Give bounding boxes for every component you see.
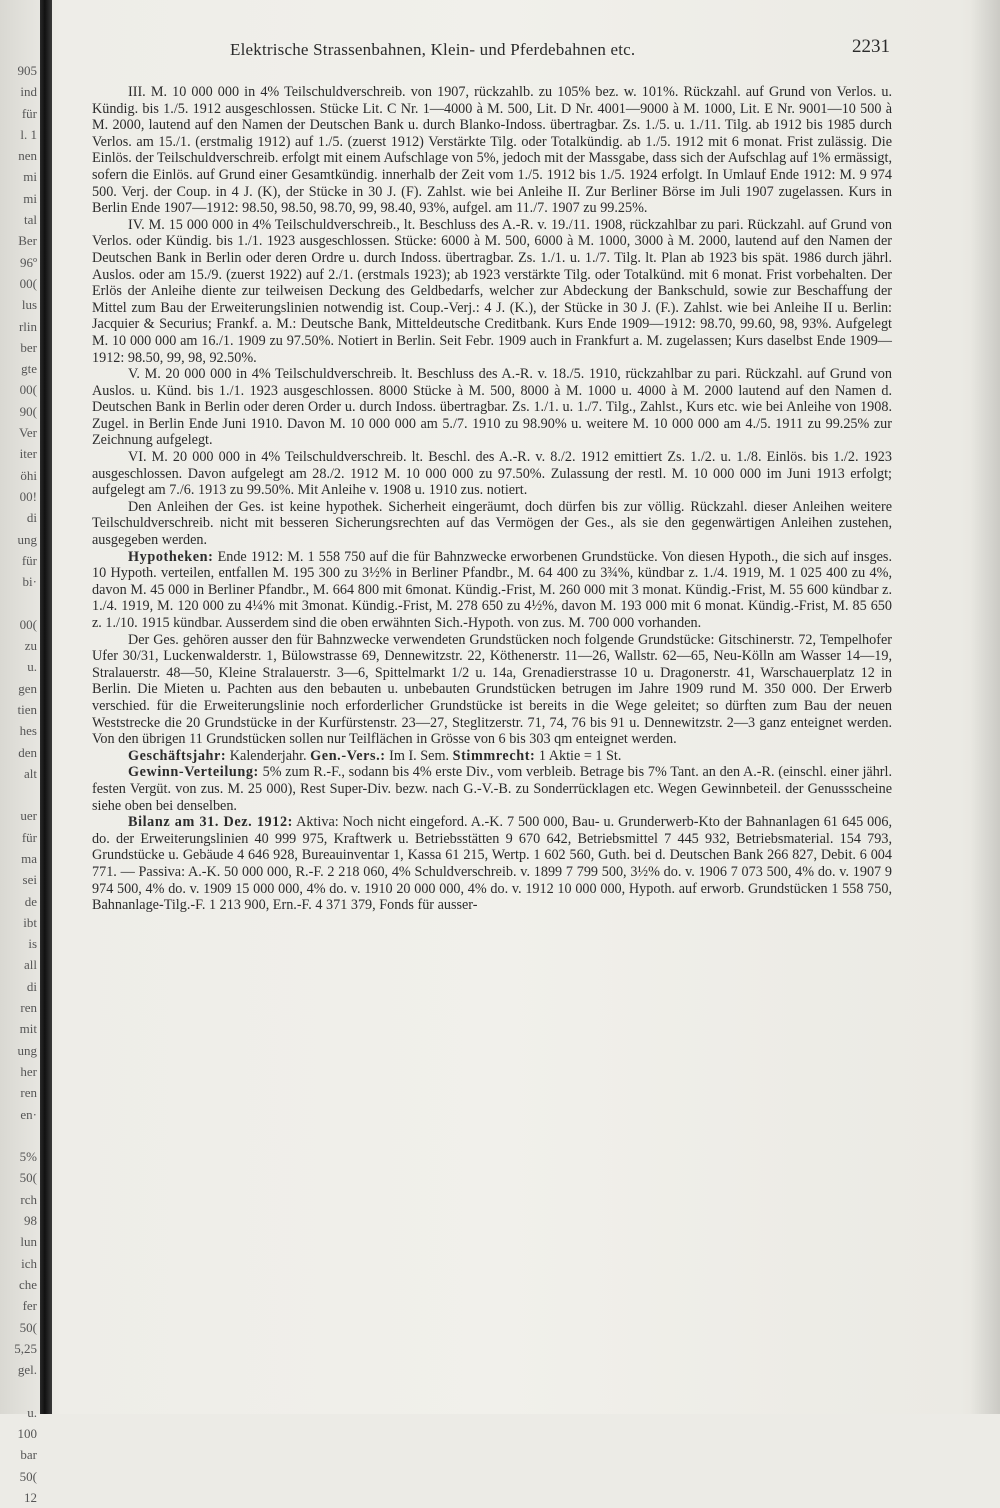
left-fragment-line: uer xyxy=(20,808,37,824)
running-header xyxy=(90,36,890,62)
paragraph-sicherheit: Den Anleihen der Ges. ist keine hypothek. Sicherheit eingeräumt, doch dürfen bis zur völlig. Rückzahl. dieser Anleihen weitere Teilschuldverschreib. nicht mit besseren Sicherungsrechten auf das Vermögen der Ges., als sie den gegenwärtigen Anleihen zustehen, ausgegeben werden. xyxy=(92,498,892,549)
bilanz-label: Bilanz am 31. Dez. 1912: xyxy=(128,814,293,831)
left-fragment-line: all xyxy=(24,957,37,973)
left-fragment-line: 12 xyxy=(24,1489,37,1505)
page-body xyxy=(92,84,892,1400)
left-fragment-line: 90( xyxy=(19,403,37,419)
left-fragment-line: sei xyxy=(22,872,37,888)
left-fragment-line: mi xyxy=(23,169,37,185)
left-fragment-line: tien xyxy=(17,701,37,717)
left-fragment-line: 96º xyxy=(19,254,37,270)
gewinn-verteilung-text: 5% zum R.-F., sodann bis 4% erste Div., vom verbleib. Betrage bis 7% Tant. an den A.-R. (einschl. einer jährl. festen Vergüt. von zus. M. 25 000), Rest Super-Div. bezw. nach G.-V.-B. zu Sonderrücklagen etc. Wegen Gewinnbeteil. der Genussscheine siehe oben bei denselben. xyxy=(92,764,892,814)
left-fragment-line: u. xyxy=(27,1404,37,1420)
left-fragment-line: 00! xyxy=(19,488,37,504)
paragraph-anleihe-v: V. M. 20 000 000 in 4% Teilschuldverschreib. lt. Beschluss des A.-R. v. 18./5. 1910, rückzahlbar zu pari. Rückzahl. auf Grund von Auslos. u. Künd. bis 1./1. 1923 ausgeschlossen. 8000 Stücke à M. 500, 8000 à M. 1000 u. 4000 à M. 2000 lautend auf den Namen d. Deutschen Bank in Berlin oder deren Order u. durch Indoss. übertragbar. Zs. 1./1. u. 1./7. Tilg., Zahlst., Kurs etc. wie bei Anleihe von 1908. Zugel. in Berlin Ende Juni 1910. Davon M. 10 000 000 am 5./7. 1910 zu 98.90% u. weitere M. 10 000 000 am 4./5. 1911 zu 99.25% zur Zeichnung aufgelegt. xyxy=(92,366,892,449)
left-fragment-line: 50( xyxy=(19,1319,37,1335)
left-fragment-line: her xyxy=(20,1063,37,1079)
left-fragment-line: u. xyxy=(27,659,37,675)
left-fragment-line: gte xyxy=(21,361,37,377)
left-fragment-line: ich xyxy=(21,1255,37,1271)
gen-vers-text: Im I. Sem. xyxy=(389,747,450,764)
left-fragment-line: rlin xyxy=(18,318,37,334)
left-fragment-line: rch xyxy=(20,1191,37,1207)
hypotheken-text: Ende 1912: M. 1 558 750 auf die für Bahnzwecke erworbenen Grundstücke. Von diesen Hypoth., die sich auf insges. 10 Hypoth. verteilen, entfallen M. 195 300 zu 3½% in Berliner Pfandbr., M. 64 400 zu 3¾%, kündbar z. 1./4. 1919, M. 1 025 400 zu 4%, davon M. 45 000 in Berliner Pfandbr., M. 664 800 mit 6monat. Kündig.-Frist, M. 260 000 mit 3 monat. Kündig.-Frist, M. 55 600 kündbar z. 1./4. 1919, M. 120 000 zu 4¼% mit 3monat. Kündig.-Frist, M. 278 650 zu 4½%, davon M. 193 000 mit 6 monat. Kündig.-Frist, M. 85 650 z. 1./10. 1915 kündbar. Ausserdem sind die oben erwähnten Sich.-Hypoth. von zus. M. 700 000 vorhanden. xyxy=(92,548,892,631)
left-fragment-line: di xyxy=(26,978,37,994)
left-fragment-line: 50( xyxy=(19,1170,37,1186)
left-fragment-line: Ver xyxy=(18,425,37,441)
left-fragment-line: fer xyxy=(22,1298,37,1314)
left-fragment-line: bi· xyxy=(22,574,37,590)
left-fragment-line: 5% xyxy=(19,1149,37,1165)
left-fragment-line: ren xyxy=(20,1085,37,1101)
left-fragment-line: 98 xyxy=(24,1213,37,1229)
left-fragment-line: l. 1 xyxy=(20,126,37,142)
geschaeftsjahr-label: Geschäftsjahr: xyxy=(128,747,227,764)
left-fragment-line: Ber xyxy=(18,233,37,249)
left-fragment-line: mi xyxy=(23,190,37,206)
left-fragment-line: alt xyxy=(24,765,37,781)
left-fragment-line: iter xyxy=(19,446,37,462)
page-number: 2231 xyxy=(852,36,890,57)
paragraph-hypotheken xyxy=(92,549,892,632)
left-fragment-line xyxy=(0,592,40,613)
left-fragment-line: 50( xyxy=(19,1468,37,1484)
left-fragment-line: lus xyxy=(21,297,37,313)
paragraph-anleihe-vi: VI. M. 20 000 000 in 4% Teilschuldverschreib. lt. Beschl. des A.-R. v. 8./2. 1912 emittiert Zs. 1./2. u. 1./8. Einlös. bis 1./2. 1923 ausgeschlossen. Davon aufgelegt am 28./2. 1912 M. 10 000 000 zu 97.50%. Zulassung der restl. M. 10 000 000 im Juni 1913 erfolgt; aufgelegt am 7./6. 1913 zu 99.50%. Mit Anleihe v. 1908 u. 1910 zus. notiert. xyxy=(92,449,892,499)
left-fragment-line: öhi xyxy=(20,467,37,483)
left-fragment-line: den xyxy=(18,744,37,760)
left-fragment-line: 5,25 xyxy=(14,1340,37,1356)
left-fragment-line: tal xyxy=(24,212,37,228)
left-fragment-line: nen xyxy=(18,148,37,164)
paragraph-anleihe-iii: III. M. 10 000 000 in 4% Teilschuldverschreib. von 1907, rückzahlb. zu 105% bez. w. 101%. Rückzahl. auf Grund von Verlos. u. Kündig. bis 1./5. 1912 ausgeschlossen. Stücke Lit. C Nr. 1—4000 à M. 500, Lit. D Nr. 4001—9000 à M. 1000, Lit. E Nr. 9001—10 500 à M. 2000, lautend auf den Namen der Deutschen Bank u. durch Blanko-Indoss. übertragbar. Zs. 1./5. u. 1./11. Tilg. ab 1912 bis 1985 durch Verlos. am 15./1. (erstmalig 1912) auf 1./5. (zuerst 1912) Verstärkte Tilg. oder Totalkündig. ab 1./5. 1912 mit 6 monat. Frist zulässig. Die Einlös. der Teilschuldverschreib. erfolgt mit einem Aufschlage von 5%, jedoch mit der Massgabe, dass sich der Aufschlag auf 1% ermässigt, sofern die Einlös. auf Grund einer Gesamtkündig. innerhalb der Zeit vom 1./5. 1912 bis 1./5. 1924 erfolgt. In Umlauf Ende 1912: M. 9 974 500. Verj. der Coup. in 4 J. (K), der Stücke in 30 J. (F). Zahlst. wie bei Anleihe II. Zur Berliner Börse im Juli 1907 zugelassen. Kurs in Berlin Ende 1907—1912: 98.50, 98.50, 98.70, 99, 98.40, 93%, aufgel. am 11./7. 1907 zu 99.25%. xyxy=(92,84,892,217)
geschaeftsjahr-text: Kalenderjahr. xyxy=(229,747,307,764)
left-fragment-line: de xyxy=(24,893,37,909)
gewinn-verteilung-label: Gewinn-Verteilung: xyxy=(128,764,259,781)
left-fragment-line: 905 xyxy=(17,63,37,78)
left-fragment-line xyxy=(0,784,40,805)
left-fragment-line: für xyxy=(21,829,37,845)
paragraph-bilanz xyxy=(92,814,892,914)
left-fragment-line: ber xyxy=(20,339,37,355)
left-fragment-line: 100 xyxy=(17,1426,37,1441)
left-fragment-line: ren xyxy=(20,1000,37,1016)
left-fragment-line: 00( xyxy=(19,616,37,632)
hypotheken-label: Hypotheken: xyxy=(128,548,214,565)
paragraph-geschaeftsjahr xyxy=(92,748,892,765)
page-edge-shadow xyxy=(970,0,1000,1414)
left-fragment-line: 00( xyxy=(19,275,37,291)
left-fragment-line: en· xyxy=(20,1106,37,1122)
running-title: Elektrische Strassenbahnen, Klein- und Pferdebahnen etc. xyxy=(230,40,636,59)
left-fragment-line: für xyxy=(21,105,37,121)
left-fragment-line: ibt xyxy=(23,914,37,930)
gen-vers-label: Gen.-Vers.: xyxy=(310,747,386,764)
stimmrecht-label: Stimmrecht: xyxy=(452,747,536,764)
left-fragment-line: che xyxy=(18,1276,37,1292)
left-fragment-line: gen xyxy=(18,680,37,696)
paragraph-gewinn-verteilung xyxy=(92,764,892,814)
left-fragment-line: lun xyxy=(20,1234,37,1250)
left-page-fragment xyxy=(0,60,40,1505)
book-gutter xyxy=(40,0,52,1414)
left-fragment-line: ung xyxy=(17,1042,37,1058)
left-fragment-line: ung xyxy=(17,531,37,547)
left-fragment-line xyxy=(0,1125,40,1146)
left-fragment-line: hes xyxy=(19,723,37,739)
left-fragment-line: is xyxy=(28,936,37,952)
stimmrecht-text: 1 Aktie = 1 St. xyxy=(538,747,622,764)
left-fragment-line: zu xyxy=(24,638,37,654)
left-fragment-line: di xyxy=(26,510,37,526)
paragraph-grundstuecke: Der Ges. gehören ausser den für Bahnzwecke verwendeten Grundstücken noch folgende Grundstücke: Gitschinerstr. 72, Tempelhofer Ufer 30/31, Luckenwalderstr. 1, Bülowstrasse 69, Dennewitzstr. 22, Köthenerstr. 11—26, Wallstr. 62—65, Neu-Kölln am Wasser 14—19, Stralauerstr. 48—50, Kleine Stralauerstr. 3—6, Spittelmarkt 1/2 u. 14a, Grenadierstrasse 10 u. Dragonerstr. 41, Warschauerplatz 12 in Berlin. Die Mieten u. Pachten aus den bebauten u. unbebauten Grundstücken betrugen im Jahre 1909 rund M. 350 000. Der Erwerb verschied. für die Erweiterungslinie noch erforderlicher Grundstücke ist bereits in die Wege geleitet; so dürften zum Bau der neuen Weststrecke die 20 Grundstücke in der Kurfürstenstr. 23—27, Steglitzerstr. 71, 74, 76 bis 91 u. Dennewitzstr. 2—3 ganz enteignet werden. Von den übrigen 11 Grundstücken sollen nur Teilflächen in Grösse von 6 bis 303 qm enteignet werden. xyxy=(92,631,892,748)
left-fragment-line xyxy=(0,1380,40,1401)
left-fragment-line: bar xyxy=(20,1447,37,1463)
left-fragment-line: 00( xyxy=(19,382,37,398)
left-fragment-line: gel. xyxy=(17,1362,37,1378)
left-fragment-line: mit xyxy=(19,1021,37,1037)
left-fragment-line: ma xyxy=(21,850,37,866)
left-fragment-line: ind xyxy=(20,84,37,100)
paragraph-anleihe-iv: IV. M. 15 000 000 in 4% Teilschuldverschreib., lt. Beschluss des A.-R. v. 19./11. 1908, rückzahlbar zu pari. Rückzahl. auf Grund von Verlos. oder Kündig. bis 1./1. 1923 ausgeschlossen. Stücke: 6000 à M. 500, 6000 à M. 1000, 3000 à M. 2000, lautend auf den Namen der Deutschen Bank in Berlin oder deren Ordre u. durch Indoss. übertragbar. Zs. 1./1. u. 1./7. Tilg. lt. Plan ab 1923 bis spät. 1986 durch jährl. Auslos. oder am 15./9. (zuerst 1922) auf 2./1. (erstmals 1923); ab 1923 verstärkte Tilg. oder Totalkünd. mit 6 monat. Frist vorbehalten. Der Erlös der Anleihe diente zur teilweisen Deckung des Geldbedarfs, welcher zur Abdeckung der Bankschuld, sowie zur Beschaffung der Mittel zum Bau der Erweiterungslinien notwendig ist. Coup.-Verj.: 4 J. (K.), der Stücke in 30 J. (F.). Zahlst. wie bei Anleihe II u. Berlin: Jacquier & Securius; Frankf. a. M.: Deutsche Bank, Mitteldeutsche Creditbank. Kurs Ende 1909—1912: 98.70, 99.60, 98, 93%. Aufgelegt M. 10 000 000 am 16./1. 1909 zu 97.50%. Notiert in Berlin. Seit Febr. 1909 auch in Frankfurt a. M. zugelassen; Kurs daselbst Ende 1909—1912: 98.50, 99, 98, 92.50%. xyxy=(92,216,892,366)
bilanz-text: Aktiva: Noch nicht eingeford. A.-K. 7 500 000, Bau- u. Grunderwerb-Kto der Bahnanlagen 61 645 006, do. der Erweiterungslinien 40 999 975, Kraftwerk u. Betriebsstätten 9 670 642, Betriebsmittel 7 445 932, Betriebsmaterial. 154 793, Grundstücke u. Gebäude 4 646 928, Bureauinventar 1, Kassa 61 215, Wertp. 1 602 560, Guth. bei d. Deutschen Bank 266 827, Debit. 6 004 771. — Passiva: A.-K. 50 000 000, R.-F. 2 218 060, 4% Schuldverschreib. v. 1899 7 799 500, 3½% do. v. 1906 7 073 500, 4% do. v. 1907 9 974 500, 4% do. v. 1909 15 000 000, 4% do. v. 1910 20 000 000, 4% do. v. 1912 10 000 000, Hypoth. auf erworb. Grundstücken 1 558 750, Bahnanlage-Tilg.-F. 1 213 900, Ern.-F. 4 371 379, Fonds für ausser- xyxy=(92,814,893,914)
left-fragment-line: für xyxy=(21,552,37,568)
